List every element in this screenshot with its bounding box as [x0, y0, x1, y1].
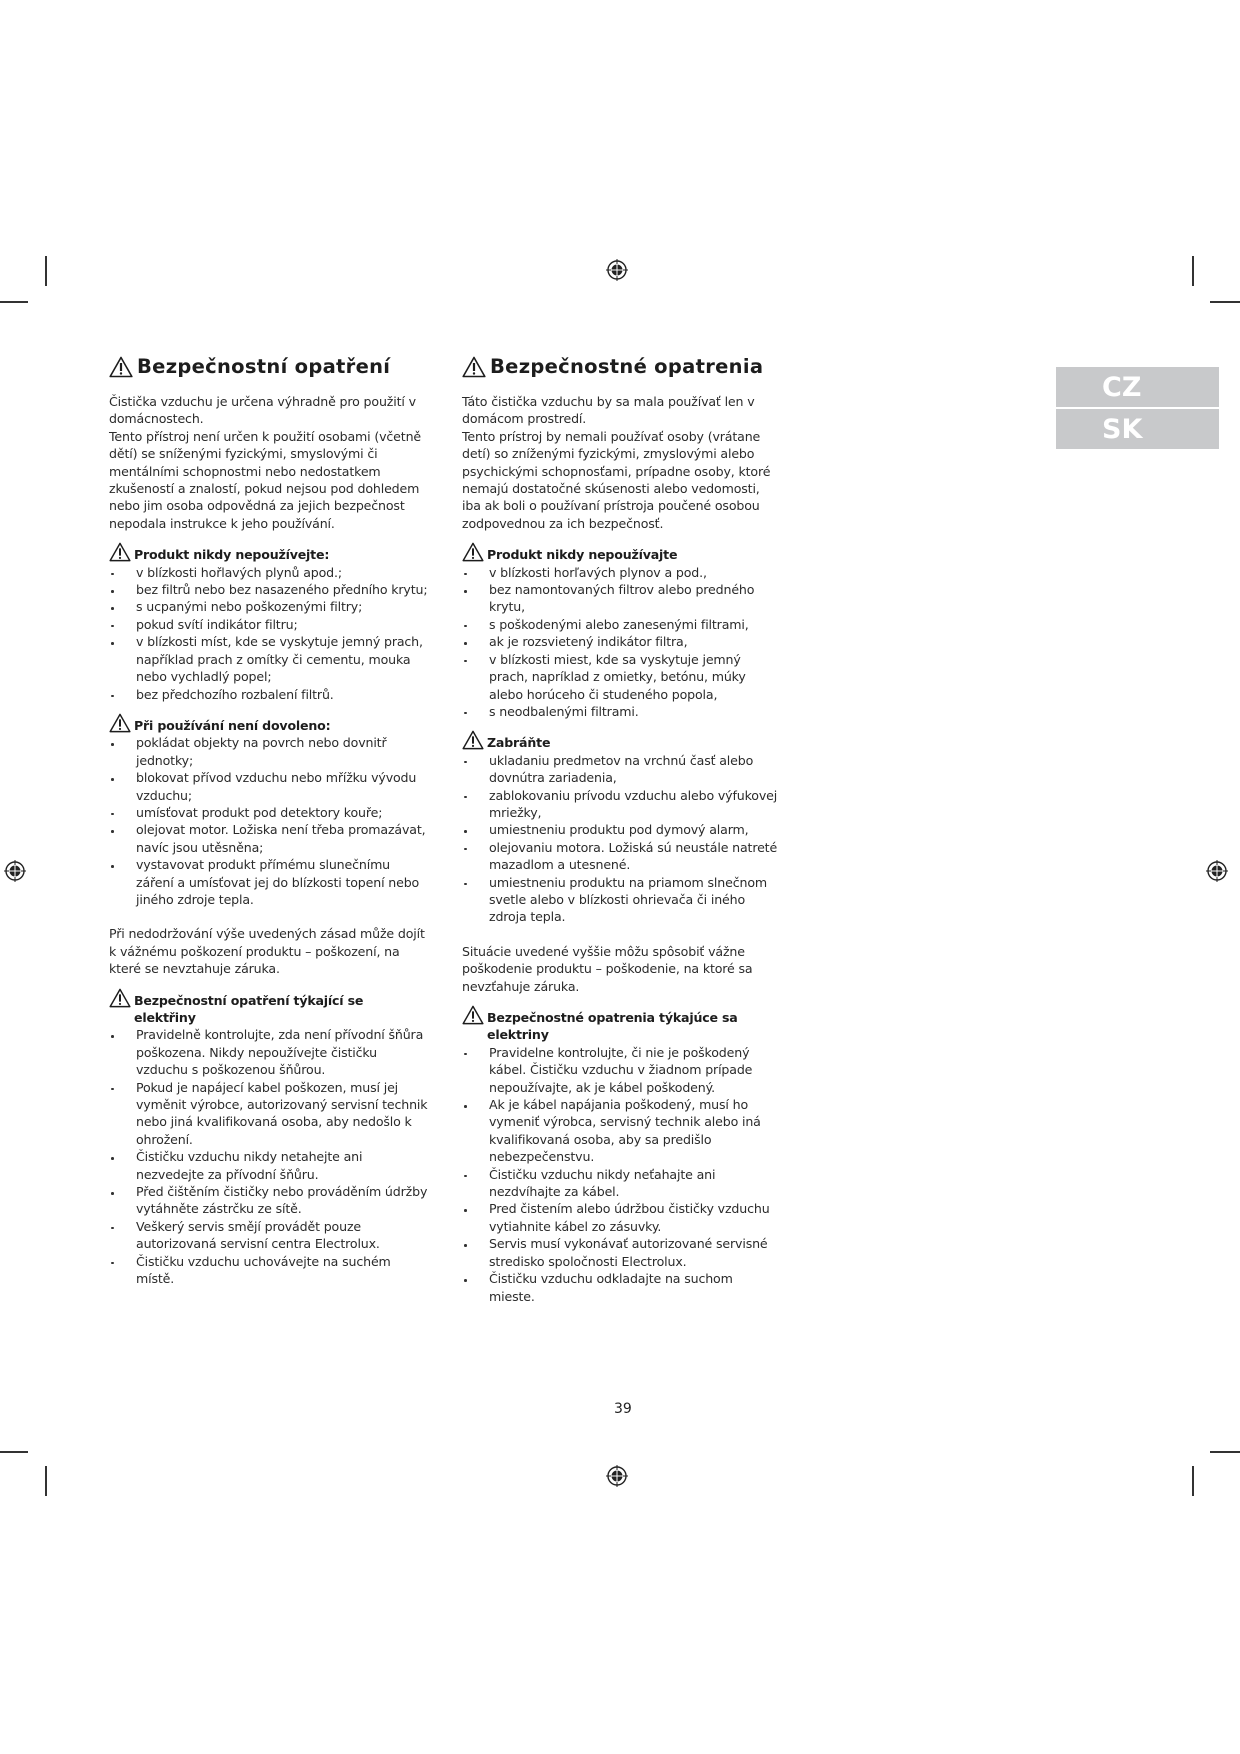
- list-item: s poškodenými alebo zanesenými filtrami,: [462, 616, 782, 633]
- list-item: umiestneniu produktu pod dymový alarm,: [462, 821, 782, 838]
- cz-column: [109, 355, 429, 1288]
- list-item: v blízkosti miest, kde sa vyskytuje jemný prach, napríklad z omietky, betónu, múky alebo horúceho či studeného popola,: [462, 651, 782, 703]
- cz-section2-title: Při používání není dovoleno:: [134, 717, 331, 733]
- crop-mark-top-right-h: [1210, 301, 1240, 303]
- sk-section1-title: Produkt nikdy nepoužívajte: [487, 547, 678, 563]
- cz-intro-2: Tento přístroj není určen k použití osobami (včetně dětí) se sníženými fyzickými, smyslovými či mentálními schopnostmi nebo nedostatkem zkušeností a znalostí, pokud nejsou pod dohledem nebo jim osoba odpovědná za jejich bezpečnost nepodala instrukce k jeho používání.: [109, 428, 421, 531]
- list-item: s ucpanými nebo poškozenými filtry;: [109, 598, 429, 615]
- list-item: Veškerý servis smějí provádět pouze autorizovaná servisní centra Electrolux.: [109, 1218, 429, 1253]
- sk-section3-title: Bezpečnostné opatrenia týkajúce sa elektriny: [487, 1010, 738, 1043]
- warning-triangle-icon: [109, 988, 131, 1008]
- cz-page-title: [109, 355, 429, 378]
- crop-mark-top-left-h: [0, 301, 28, 303]
- list-item: Čističku vzduchu nikdy netahejte ani nezvedejte za přívodní šňůru.: [109, 1148, 429, 1183]
- language-tab-cz: CZ: [1056, 367, 1219, 407]
- list-item: olejovat motor. Ložiska není třeba promazávat, navíc jsou utěsněna;: [109, 821, 429, 856]
- warning-triangle-icon: [462, 356, 486, 378]
- sk-section3-heading: [462, 1009, 782, 1044]
- list-item: Pravidelne kontrolujte, či nie je poškodený kábel. Čističku vzduchu v žiadnom prípade nepoužívajte, ak je kábel poškodený.: [462, 1044, 782, 1096]
- list-item: Čističku vzduchu odkladajte na suchom mieste.: [462, 1270, 782, 1305]
- sk-section2-heading: [462, 734, 782, 751]
- list-item: olejovaniu motora. Ložiská sú neustále natreté mazadlom a utesnené.: [462, 839, 782, 874]
- sk-intro-1: Táto čistička vzduchu by sa mala používať len v domácom prostredí.: [462, 394, 755, 427]
- list-item: blokovat přívod vzduchu nebo mřížku vývodu vzduchu;: [109, 769, 429, 804]
- crop-mark-bottom-right-h: [1210, 1451, 1240, 1453]
- warning-triangle-icon: [109, 542, 131, 562]
- cz-title-text: Bezpečnostní opatření: [137, 355, 391, 378]
- registration-mark-icon: [606, 259, 628, 281]
- list-item: v blízkosti míst, kde se vyskytuje jemný prach, například prach z omítky či cementu, mouka nebo vychladlý popel;: [109, 633, 429, 685]
- crop-mark-bottom-right-v: [1192, 1466, 1194, 1496]
- list-item: v blízkosti hořlavých plynů apod.;: [109, 564, 429, 581]
- registration-mark-icon: [4, 860, 26, 882]
- list-item: ak je rozsvietený indikátor filtra,: [462, 633, 782, 650]
- crop-mark-bottom-left-v: [45, 1466, 47, 1496]
- cz-section1-heading: [109, 546, 429, 563]
- warning-triangle-icon: [462, 1005, 484, 1025]
- cz-section2-heading: [109, 717, 429, 734]
- crop-mark-bottom-left-h: [0, 1451, 28, 1453]
- sk-section3-list: [462, 1044, 782, 1305]
- list-item: vystavovat produkt přímému slunečnímu záření a umísťovat jej do blízkosti topení nebo jiného zdroje tepla.: [109, 856, 429, 908]
- crop-mark-top-left-v: [45, 256, 47, 286]
- list-item: bez namontovaných filtrov alebo predného krytu,: [462, 581, 782, 616]
- list-item: zablokovaniu prívodu vzduchu alebo výfukovej mriežky,: [462, 787, 782, 822]
- sk-title-text: Bezpečnostné opatrenia: [490, 355, 764, 378]
- sk-section2-title: Zabráňte: [487, 735, 551, 751]
- list-item: bez filtrů nebo bez nasazeného předního krytu;: [109, 581, 429, 598]
- list-item: Pred čistením alebo údržbou čističky vzduchu vytiahnite kábel zo zásuvky.: [462, 1200, 782, 1235]
- cz-warning-text: Při nedodržování výše uvedených zásad může dojít k vážnému poškození produktu – poškození, na které se nevztahuje záruka.: [109, 926, 425, 977]
- list-item: Pravidelně kontrolujte, zda není přívodní šňůra poškozena. Nikdy nepoužívejte čističku vzduchu s poškozenou šňůrou.: [109, 1026, 429, 1078]
- warning-triangle-icon: [109, 713, 131, 733]
- sk-page-title: [462, 355, 782, 378]
- list-item: Čističku vzduchu nikdy neťahajte ani nezdvíhajte za kábel.: [462, 1166, 782, 1201]
- cz-section2-list: [109, 734, 429, 908]
- registration-mark-icon: [1206, 860, 1228, 882]
- warning-triangle-icon: [109, 356, 133, 378]
- sk-section1-list: [462, 564, 782, 721]
- cz-section3-title: Bezpečnostní opatření týkající se elektřiny: [134, 992, 364, 1025]
- page-number: 39: [614, 1401, 632, 1417]
- sk-section2-list: [462, 752, 782, 926]
- sk-section1-heading: [462, 546, 782, 563]
- sk-intro-2: Tento prístroj by nemali používať osoby (vrátane detí) so zníženými fyzickými, zmyslovými alebo psychickými schopnosťami, prípadne osoby, ktoré nemajú dostatočné skúsenosti alebo vedomosti, iba ak boli o používaní prístroja poučené osobou zodpovednou za ich bezpečnosť.: [462, 428, 771, 531]
- cz-section1-title: Produkt nikdy nepoužívejte:: [134, 547, 330, 563]
- list-item: v blízkosti horľavých plynov a pod.,: [462, 564, 782, 581]
- sk-column: [462, 355, 782, 1305]
- warning-triangle-icon: [462, 542, 484, 562]
- language-tabs: [1056, 367, 1219, 451]
- cz-section3-list: [109, 1026, 429, 1287]
- crop-mark-top-right-v: [1192, 256, 1194, 286]
- list-item: Před čištěním čističky nebo prováděním údržby vytáhněte zástrčku ze sítě.: [109, 1183, 429, 1218]
- cz-section1-list: [109, 564, 429, 703]
- cz-intro-1: Čistička vzduchu je určena výhradně pro použití v domácnostech.: [109, 394, 416, 427]
- list-item: umiestneniu produktu na priamom slnečnom svetle alebo v blízkosti ohrievača či iného zdroja tepla.: [462, 874, 782, 926]
- warning-triangle-icon: [462, 730, 484, 750]
- list-item: Servis musí vykonávať autorizované servisné stredisko spoločnosti Electrolux.: [462, 1235, 782, 1270]
- list-item: Ak je kábel napájania poškodený, musí ho vymeniť výrobca, servisný technik alebo iná kvalifikovaná osoba, aby sa predišlo nebezpečenstvu.: [462, 1096, 782, 1166]
- list-item: s neodbalenými filtrami.: [462, 703, 782, 720]
- list-item: Pokud je napájecí kabel poškozen, musí jej vyměnit výrobce, autorizovaný servisní technik nebo jiná kvalifikovaná osoba, aby nedošlo k ohrožení.: [109, 1079, 429, 1149]
- list-item: umísťovat produkt pod detektory kouře;: [109, 804, 429, 821]
- language-tab-sk: SK: [1056, 409, 1219, 449]
- list-item: pokud svítí indikátor filtru;: [109, 616, 429, 633]
- list-item: bez předchozího rozbalení filtrů.: [109, 686, 429, 703]
- list-item: ukladaniu predmetov na vrchnú časť alebo dovnútra zariadenia,: [462, 752, 782, 787]
- registration-mark-icon: [606, 1465, 628, 1487]
- cz-section3-heading: [109, 992, 429, 1027]
- sk-warning-text: Situácie uvedené vyššie môžu spôsobiť vážne poškodenie produktu – poškodenie, na ktoré sa nevzťahuje záruka.: [462, 943, 753, 994]
- list-item: Čističku vzduchu uchovávejte na suchém místě.: [109, 1253, 429, 1288]
- list-item: pokládat objekty na povrch nebo dovnitř jednotky;: [109, 734, 429, 769]
